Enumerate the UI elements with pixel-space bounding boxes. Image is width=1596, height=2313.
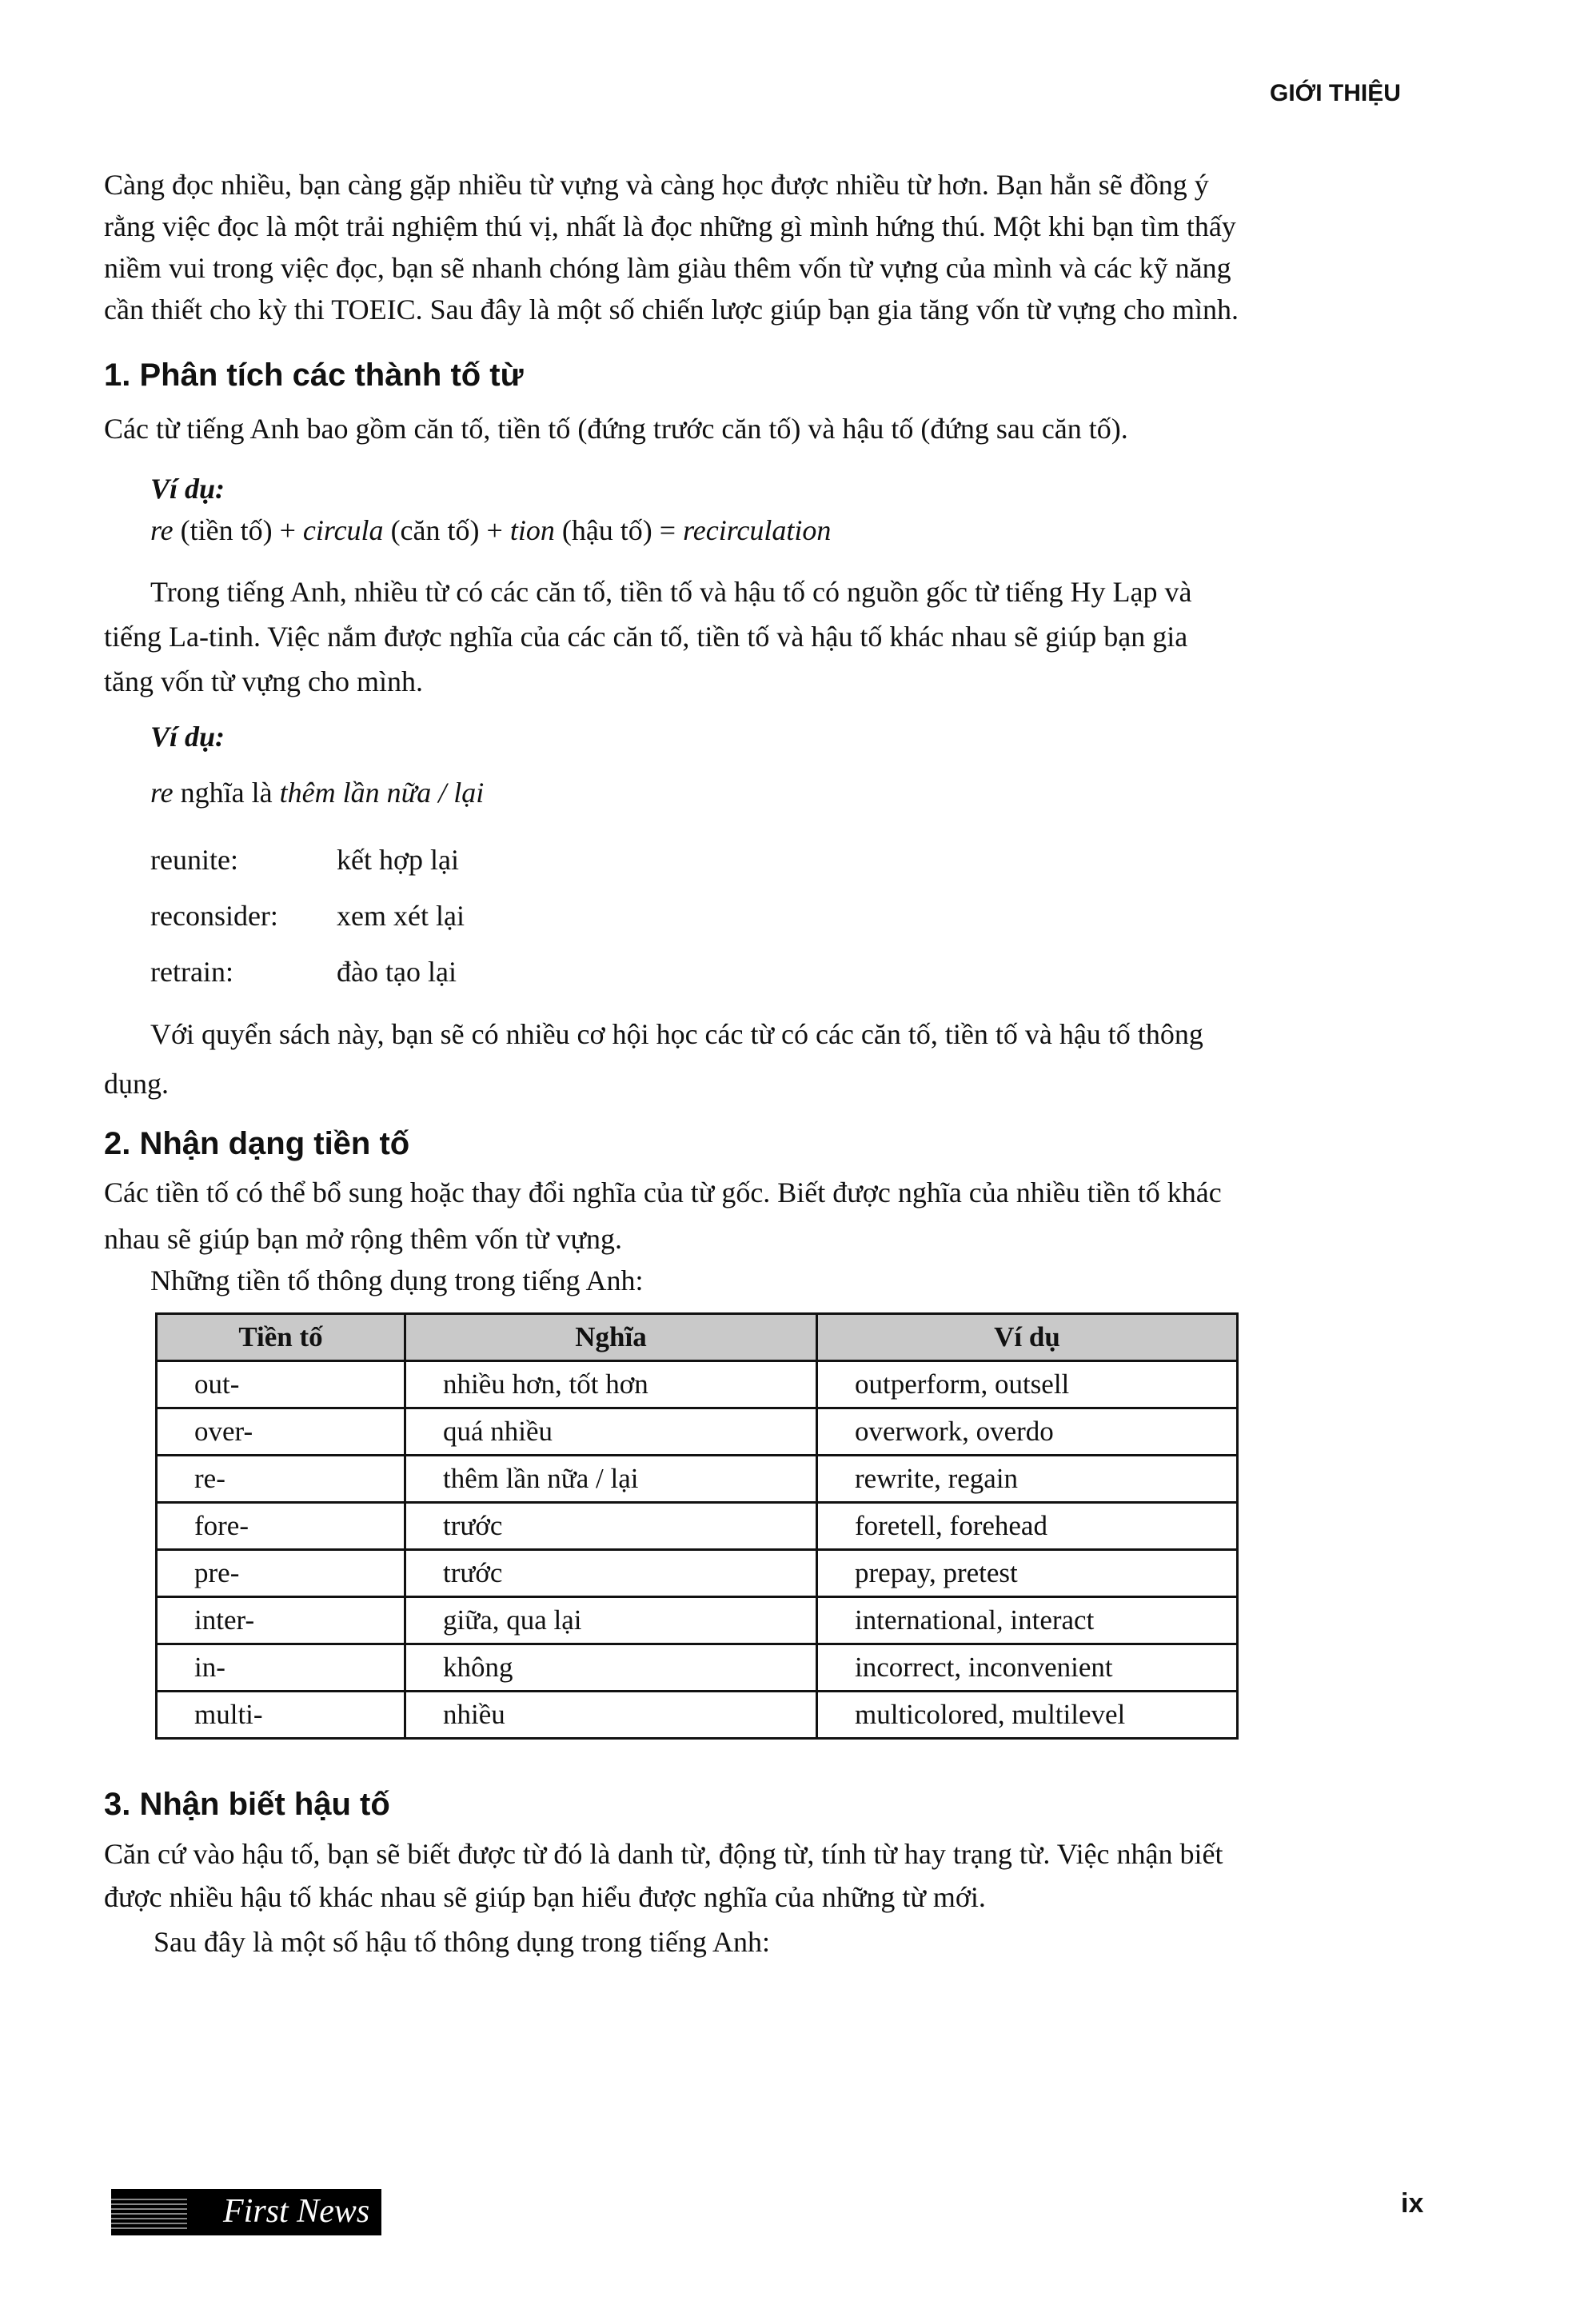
table-cell: in- [157, 1644, 405, 1692]
text-line: cần thiết cho kỳ thi TOEIC. Sau đây là một số chiến lược giúp bạn gia tăng vốn từ vựng cho mình. [104, 294, 1239, 326]
text-line: Các tiền tố có thể bổ sung hoặc thay đổi nghĩa của từ gốc. Biết được nghĩa của nhiều tiền tố khác [104, 1176, 1222, 1208]
text-line: Căn cứ vào hậu tố, bạn sẽ biết được từ đó là danh từ, động từ, tính từ hay trạng từ. Việc nhận biết [104, 1838, 1223, 1870]
table-cell: over- [157, 1408, 405, 1456]
table-cell: foretell, forehead [817, 1503, 1238, 1550]
text-line: Những tiền tố thông dụng trong tiếng Anh: [150, 1264, 644, 1296]
word-item: retrain: đào tạo lại [150, 956, 457, 988]
text-line: Càng đọc nhiều, bạn càng gặp nhiều từ vựng và càng học được nhiều từ hơn. Bạn hẳn sẽ đồng ý [104, 169, 1209, 201]
section-3-paragraph [104, 1832, 1303, 1963]
table-row [157, 1692, 1238, 1739]
table-row [157, 1550, 1238, 1597]
text-line: Trong tiếng Anh, nhiều từ có các căn tố, tiền tố và hậu tố có nguồn gốc từ tiếng Hy Lạp và [150, 576, 1192, 608]
section-1-closing [104, 1009, 1303, 1109]
table-cell: outperform, outsell [817, 1361, 1238, 1408]
table-header-row [157, 1314, 1238, 1361]
column-header: Nghĩa [405, 1314, 817, 1361]
table-cell: rewrite, regain [817, 1456, 1238, 1503]
table-cell: trước [405, 1550, 817, 1597]
table-row [157, 1503, 1238, 1550]
table-row [157, 1644, 1238, 1692]
example-label-2: Ví dụ: [150, 721, 225, 753]
table-cell: out- [157, 1361, 405, 1408]
section-3-heading: 3. Nhận biết hậu tố [104, 1787, 390, 1822]
section-2-paragraph [104, 1169, 1303, 1304]
section-1-heading: 1. Phân tích các thành tố từ [104, 358, 524, 393]
logo-text: First News [223, 2193, 370, 2230]
section-1-paragraph [104, 569, 1350, 704]
re-meaning-line: re nghĩa là thêm lần nữa / lại [150, 777, 485, 809]
section-2-heading: 2. Nhận dạng tiền tố [104, 1126, 410, 1161]
table-cell: trước [405, 1503, 817, 1550]
text-line: tăng vốn từ vựng cho mình. [104, 665, 423, 697]
running-head: GIỚI THIỆU [1270, 80, 1401, 106]
column-header: Tiền tố [157, 1314, 405, 1361]
text-line: Với quyển sách này, bạn sẽ có nhiều cơ hội học các từ có các căn tố, tiền tố và hậu tố thông [150, 1018, 1203, 1050]
table-row [157, 1361, 1238, 1408]
table-cell: nhiều hơn, tốt hơn [405, 1361, 817, 1408]
table-cell: prepay, pretest [817, 1550, 1238, 1597]
word-item: reconsider: xem xét lại [150, 900, 465, 932]
text-line: niềm vui trong việc đọc, bạn sẽ nhanh chóng làm giàu thêm vốn từ vựng của mình và các kỹ năng [104, 252, 1231, 284]
table-row [157, 1456, 1238, 1503]
table-row [157, 1408, 1238, 1456]
word-item: reunite: kết hợp lại [150, 844, 459, 876]
example-label: Ví dụ: [150, 473, 225, 505]
section-1-text: Các từ tiếng Anh bao gồm căn tố, tiền tố (đứng trước căn tố) và hậu tố (đứng sau căn tố). [104, 413, 1128, 445]
table-cell: incorrect, inconvenient [817, 1644, 1238, 1692]
intro-paragraph [104, 164, 1303, 330]
table-cell: inter- [157, 1597, 405, 1644]
table-cell: overwork, overdo [817, 1408, 1238, 1456]
table-cell: fore- [157, 1503, 405, 1550]
table-cell: multicolored, multilevel [817, 1692, 1238, 1739]
page-number: ix [1401, 2188, 1424, 2219]
table-row [157, 1597, 1238, 1644]
table-cell: pre- [157, 1550, 405, 1597]
text-line: được nhiều hậu tố khác nhau sẽ giúp bạn hiểu được nghĩa của những từ mới. [104, 1881, 986, 1913]
table-cell: thêm lần nữa / lại [405, 1456, 817, 1503]
table-cell: re- [157, 1456, 405, 1503]
publisher-logo [111, 2189, 381, 2235]
table-cell: multi- [157, 1692, 405, 1739]
table-cell: nhiều [405, 1692, 817, 1739]
example-formula: re (tiền tố) + circula (căn tố) + tion (hậu tố) = recirculation [150, 514, 832, 546]
table-cell: không [405, 1644, 817, 1692]
table-cell: giữa, qua lại [405, 1597, 817, 1644]
text-line: dụng. [104, 1068, 169, 1100]
word-list [150, 832, 465, 1000]
text-line: nhau sẽ giúp bạn mở rộng thêm vốn từ vựng. [104, 1223, 622, 1255]
table-cell: quá nhiều [405, 1408, 817, 1456]
logo-lines [111, 2195, 187, 2229]
column-header: Ví dụ [817, 1314, 1238, 1361]
text-line: rằng việc đọc là một trải nghiệm thú vị, nhất là đọc những gì mình hứng thú. Một khi bạn tìm thấy [104, 210, 1236, 242]
text-line: tiếng La-tinh. Việc nắm được nghĩa của các căn tố, tiền tố và hậu tố khác nhau sẽ giúp bạn gia [104, 621, 1188, 653]
table-cell: international, interact [817, 1597, 1238, 1644]
prefix-table [155, 1312, 1239, 1740]
text-line: Sau đây là một số hậu tố thông dụng trong tiếng Anh: [154, 1926, 770, 1958]
